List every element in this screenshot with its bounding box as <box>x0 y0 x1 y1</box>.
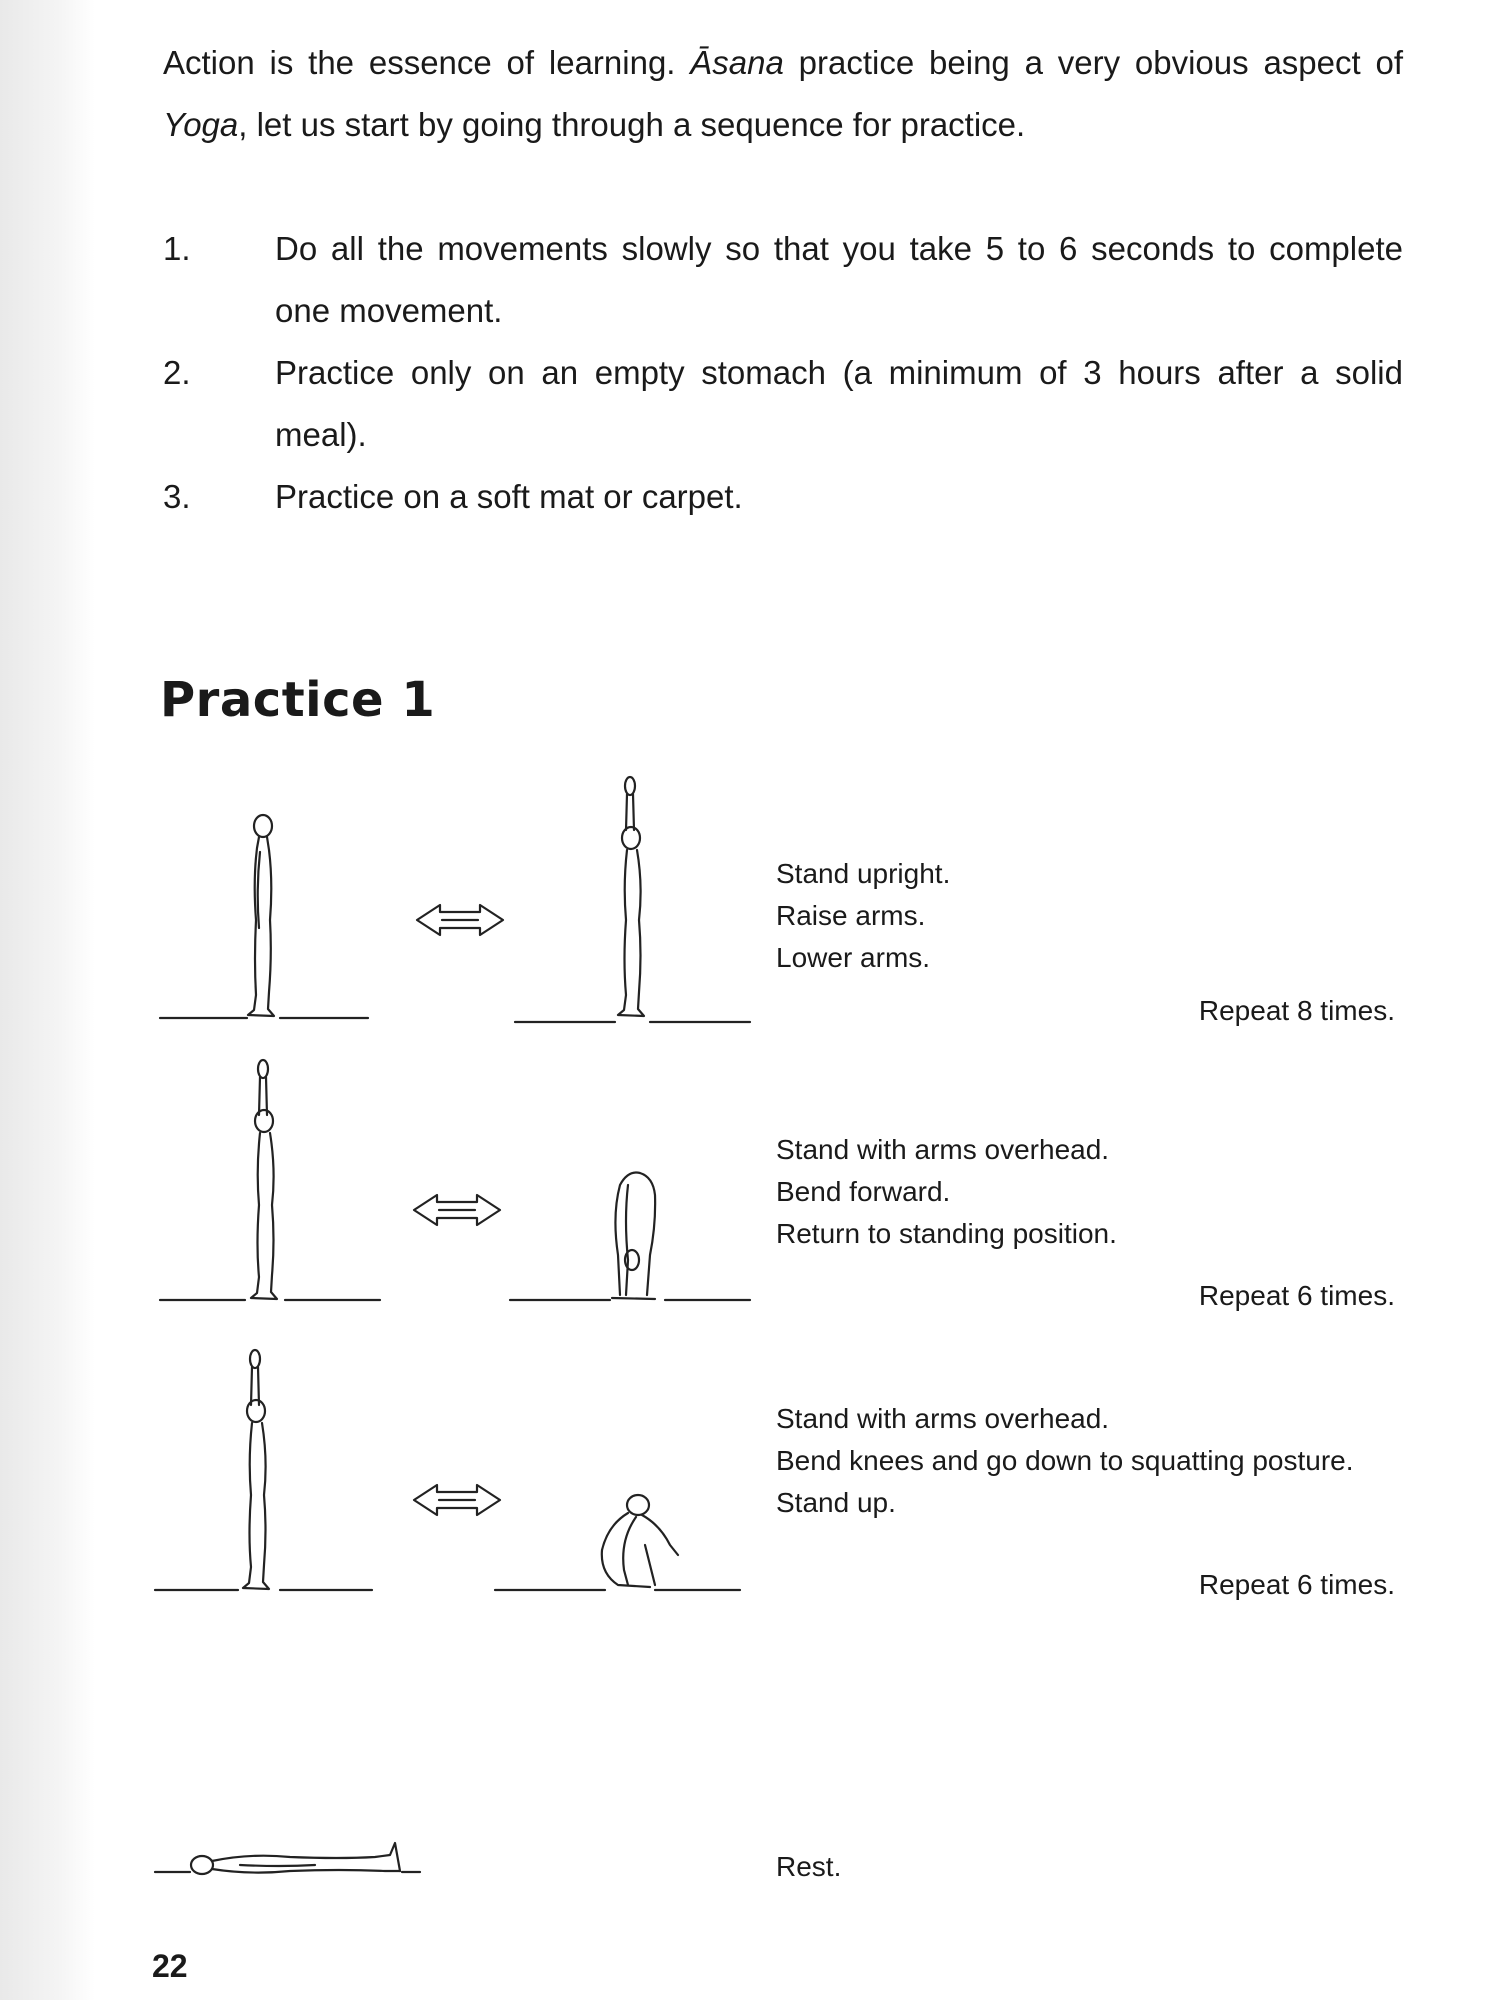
intro-term-yoga: Yoga <box>163 106 239 143</box>
figure-stand-raise-arms <box>150 770 770 1030</box>
rule-item <box>163 466 1403 528</box>
page-number: 22 <box>152 1948 188 1984</box>
figure-squat <box>150 1345 770 1605</box>
page-edge-shade <box>0 0 95 2000</box>
squat-figure-icon <box>602 1495 678 1587</box>
instruction-line: Stand up. <box>776 1487 896 1518</box>
arms-raised-figure-icon <box>618 777 644 1016</box>
rule-item <box>163 342 1403 466</box>
rule-text: Practice on a soft mat or carpet. <box>275 478 743 515</box>
instruction-line: Lower arms. <box>776 942 931 973</box>
instruction-line: Raise arms. <box>776 900 926 931</box>
double-arrow-icon <box>414 1195 500 1225</box>
intro-text-2: practice being a very obvious aspect of <box>783 44 1404 81</box>
arms-raised-figure-icon <box>243 1350 269 1589</box>
step-3-repeat: Repeat 6 times. <box>1198 1569 1395 1600</box>
lying-figure-icon <box>191 1843 400 1874</box>
double-arrow-icon <box>414 1485 500 1515</box>
practice-title: Practice 1 <box>160 672 436 728</box>
rule-item <box>163 218 1403 342</box>
instruction-line: Stand with arms overhead. <box>776 1134 1110 1165</box>
intro-text-1: Action is the essence of learning. <box>163 44 691 81</box>
step-1-instructions <box>776 853 950 979</box>
arms-raised-figure-icon <box>251 1060 277 1299</box>
instruction-line: Bend forward. <box>776 1176 951 1207</box>
standing-figure-icon <box>248 815 274 1016</box>
intro-paragraph <box>163 32 1403 156</box>
double-arrow-icon <box>417 905 503 935</box>
instruction-line: Return to standing position. <box>776 1218 1117 1249</box>
step-1-repeat: Repeat 8 times. <box>1198 995 1395 1026</box>
practice-rules-list <box>163 218 1403 528</box>
step-2-instructions <box>776 1129 1117 1255</box>
step-2-repeat: Repeat 6 times. <box>1198 1280 1395 1311</box>
instruction-line: Stand with arms overhead. <box>776 1403 1110 1434</box>
instruction-line: Bend knees and go down to squatting posture. <box>776 1445 1354 1476</box>
figure-forward-bend <box>150 1055 770 1315</box>
figure-rest <box>150 1835 430 1895</box>
intro-term-asana: Āsana <box>690 44 784 81</box>
rule-text: Practice only on an empty stomach (a minimum of 3 hours after a solid meal). <box>275 354 1403 453</box>
intro-text-3: , let us start by going through a sequence for practice. <box>238 106 1026 143</box>
rule-number: 1. <box>163 230 191 267</box>
rule-text: Do all the movements slowly so that you take 5 to 6 seconds to complete one movement. <box>275 230 1403 329</box>
forward-bend-figure-icon <box>612 1173 655 1300</box>
step-3-instructions <box>776 1398 1354 1524</box>
rest-instruction: Rest. <box>776 1851 842 1882</box>
instruction-line: Stand upright. <box>776 858 951 889</box>
rule-number: 3. <box>163 478 191 515</box>
rule-number: 2. <box>163 354 191 391</box>
